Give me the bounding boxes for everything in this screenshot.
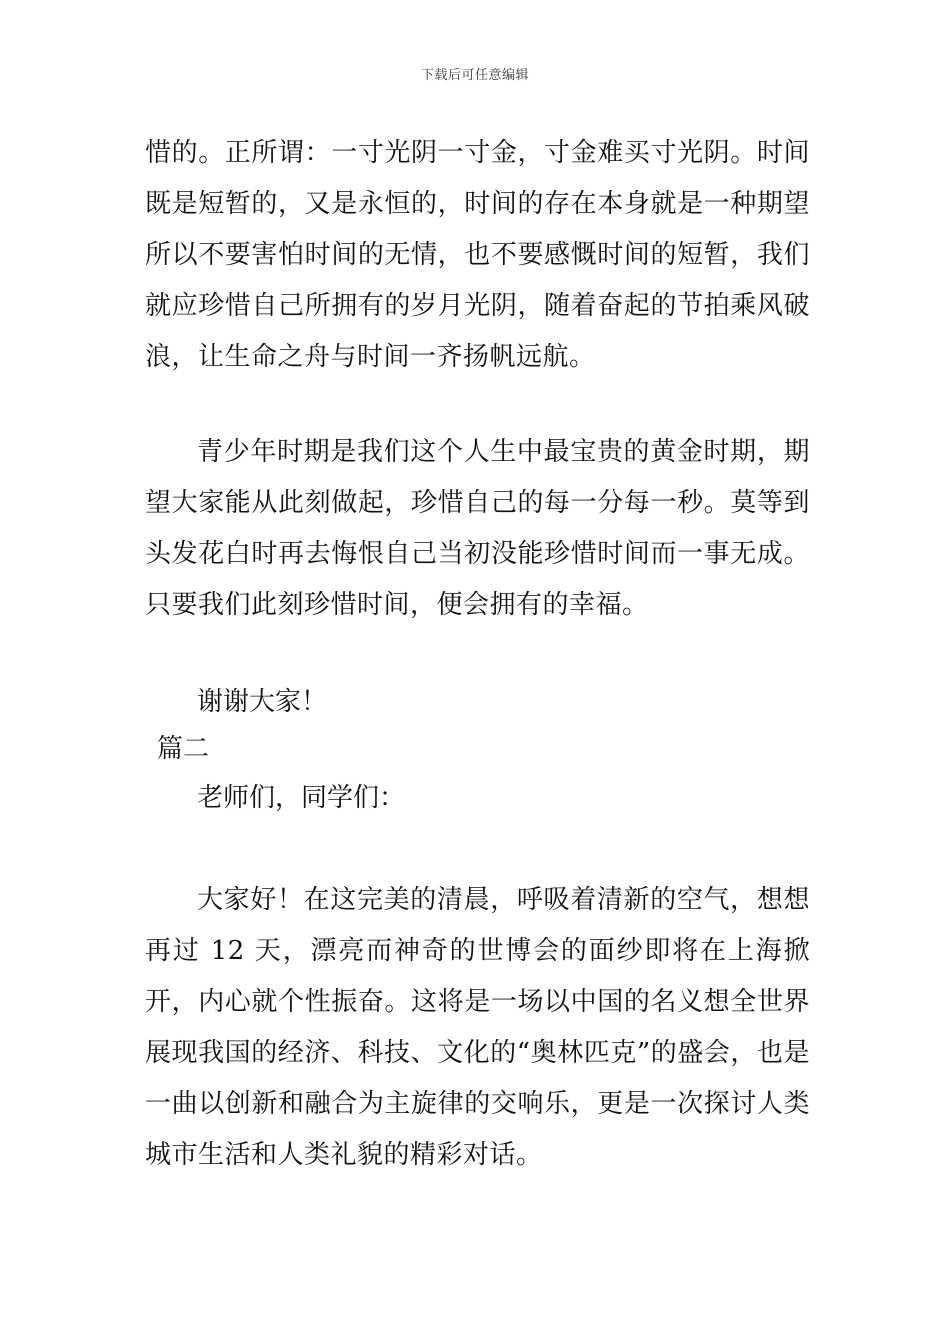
- paragraph-1: 惜的。正所谓：一寸光阴一寸金，寸金难买寸光阴。时间既是短暂的，又是永恒的，时间的存在本身就是一种期望所以不要害怕时间的无情，也不要感慨时间的短暂，我们就应珍惜自己所拥有的岁月光阴，随着奋起的节拍乘风破浪，让生命之舟与时间一齐扬帆远航。: [145, 138, 810, 372]
- paragraph-2: 青少年时期是我们这个人生中最宝贵的黄金时期，期望大家能从此刻做起，珍惜自己的每一分每一秒。莫等到头发花白时再去悔恨自己当初没能珍惜时间而一事无成。只要我们此刻珍惜时间，便会拥有的幸福。: [145, 437, 810, 620]
- page-header: 下载后可任意编辑: [420, 68, 529, 83]
- paragraph-spacer: [145, 631, 810, 680]
- thanks-line: 谢谢大家！: [197, 687, 328, 717]
- greeting-line: 老师们，同学们：: [197, 783, 406, 813]
- paragraph-3: 大家好！在这完美的清晨，呼吸着清新的空气，想想再过 12 天，漂亮而神奇的世博会的面纱即将在上海掀开，内心就个性振奋。这将是一场以中国的名义想全世界展现我国的经济、科技、文化的“奥林匹克”的盛会，也是一曲以创新和融合为主旋律的交响乐，更是一次探讨人类城市生活和人类礼貌的精彩对话。: [145, 885, 810, 1170]
- document-body: [145, 128, 810, 1181]
- paragraph-spacer: [145, 383, 810, 427]
- paragraph-spacer: [145, 820, 810, 875]
- section-title: 篇二: [157, 734, 210, 764]
